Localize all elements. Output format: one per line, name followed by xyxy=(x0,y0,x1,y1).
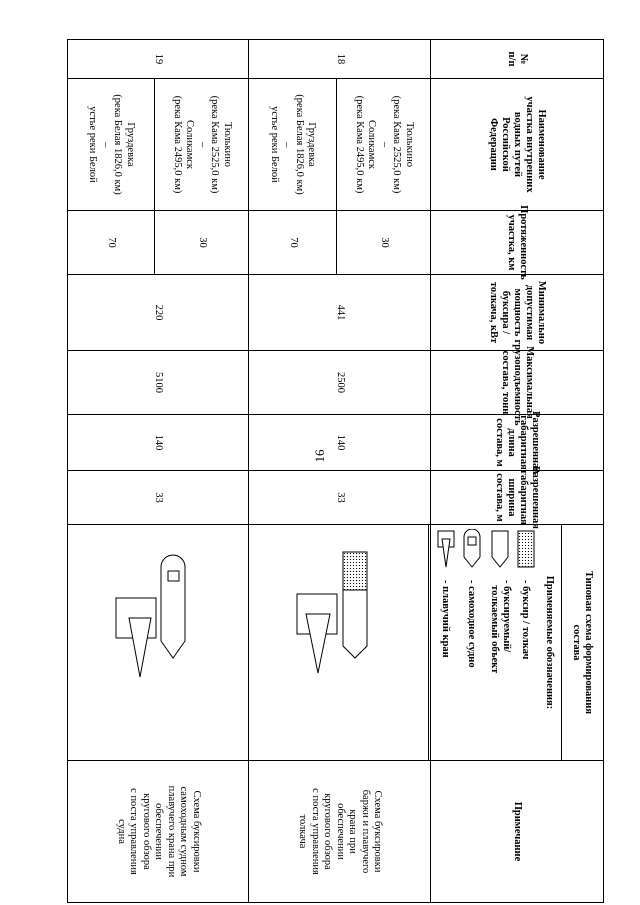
allowed-width-value: 33 xyxy=(248,470,431,525)
power-value: 220 xyxy=(67,274,249,351)
header-allowed-length: Разрешенная габаритная длина состава, м xyxy=(430,414,604,471)
capacity-value: 2500 xyxy=(248,350,431,415)
segment-name: Тюлькино (река Кама 2525,0 км) – Соликамск (река Кама 2495,0 км) xyxy=(336,78,431,211)
legend xyxy=(428,524,562,761)
towed-object-icon xyxy=(343,590,367,658)
convoy-diagram-pusher-barge-crane xyxy=(249,525,430,760)
self-propelled-vessel-icon xyxy=(462,529,482,569)
segment-name: Груздевка (река Белая 1826,0 км) – устье реки Белой xyxy=(248,78,337,211)
header-num: № п/п xyxy=(430,39,604,79)
segment-name: Тюлькино (река Кама 2525,0 км) – Соликамск (река Кама 2495,0 км) xyxy=(154,78,249,211)
convoy-diagram-vessel-crane xyxy=(68,525,248,760)
legend-item: - плавучий кран xyxy=(435,525,457,760)
capacity-value: 5100 xyxy=(67,350,249,415)
page-number: 16 xyxy=(312,449,327,463)
header-allowed-width: Разрешенная габаритная ширина состава, м xyxy=(430,470,604,525)
allowed-length-value: 140 xyxy=(67,414,249,471)
segment-length: 70 xyxy=(67,210,155,275)
header-power: Минимально допустимая мощность буксира / толкача, кВт xyxy=(430,274,604,351)
header-length: Протяженность участка, км xyxy=(430,210,604,275)
tug-pusher-icon xyxy=(516,529,536,569)
row-number: 18 xyxy=(248,39,431,79)
allowed-length-value: 140 xyxy=(248,414,431,471)
scheme-diagram xyxy=(67,524,249,761)
convoy-table xyxy=(0,39,604,878)
tug-pusher-icon xyxy=(343,552,367,590)
header-scheme: Типовая схема формирования состава Применяемые обозначения: - буксир / толкач - буксируемый/ толкаемый объект - самоходное судно - плавучий кран xyxy=(430,524,604,761)
self-propelled-vessel-icon xyxy=(161,555,185,658)
legend-title: Применяемые обозначения: xyxy=(544,575,556,710)
segment-length: 70 xyxy=(248,210,337,275)
row-number: 19 xyxy=(67,39,249,79)
legend-item: - самоходное судно xyxy=(461,525,483,760)
note-text: Схема буксировки самоходным судном плавучего крана при обеспечении кругового обзора с поста управления судна xyxy=(67,760,249,903)
floating-crane-icon xyxy=(436,529,456,569)
allowed-width-value: 33 xyxy=(67,470,249,525)
power-value: 441 xyxy=(248,274,431,351)
header-note: Примечание xyxy=(430,760,604,903)
note-text: Схема буксировки баржи и плавучего крана при обеспечении кругового обзора с поста управления толкача xyxy=(248,760,431,903)
header-name: Наименование участка внутренних водных путей Российской Федерации xyxy=(430,78,604,211)
legend-item: - буксируемый/ толкаемый объект xyxy=(489,525,511,760)
legend-item: - буксир / толкач xyxy=(515,525,537,760)
segment-name: Груздевка (река Белая 1826,0 км) – устье реки Белой xyxy=(67,78,155,211)
scheme-diagram xyxy=(248,524,431,761)
segment-length: 30 xyxy=(336,210,431,275)
header-capacity: Максимальная грузоподъемность состава, тонн xyxy=(430,350,604,415)
segment-length: 30 xyxy=(154,210,249,275)
towed-object-icon xyxy=(490,529,510,569)
